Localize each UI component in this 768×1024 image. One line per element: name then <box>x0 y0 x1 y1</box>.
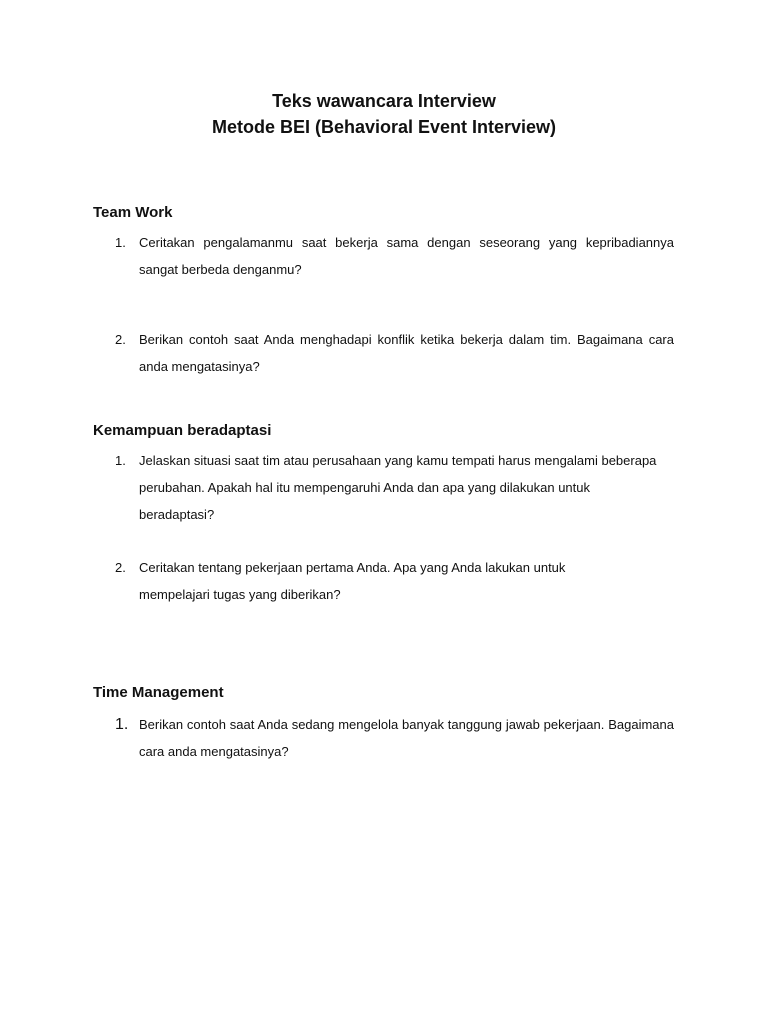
list-item-text: Ceritakan pengalamanmu saat bekerja sama dengan seseorang yang kepribadiannya sangat berbeda denganmu? <box>139 235 674 277</box>
list-item-number: 1. <box>115 716 129 733</box>
list-item-text: Berikan contoh saat Anda menghadapi konflik ketika bekerja dalam tim. Bagaimana cara anda mengatasinya? <box>139 332 674 374</box>
list-item-text: Ceritakan tentang pekerjaan pertama Anda. Apa yang Anda lakukan untuk mempelajari tugas yang diberikan? <box>139 560 566 602</box>
section-heading-time-management: Time Management <box>93 684 224 701</box>
document-title <box>0 88 768 140</box>
list-item <box>115 447 674 528</box>
list-item <box>115 326 674 380</box>
section-heading-kemampuan-beradaptasi: Kemampuan beradaptasi <box>93 422 272 439</box>
list-item-number: 1. <box>115 235 126 250</box>
list-item <box>115 554 674 608</box>
list-item-number: 2. <box>115 560 126 575</box>
list-item <box>115 711 674 765</box>
title-line-2: Metode BEI (Behavioral Event Interview) <box>211 117 557 137</box>
list-item-text: Berikan contoh saat Anda sedang mengelola banyak tanggung jawab pekerjaan. Bagaimana cara anda mengatasinya? <box>139 717 674 759</box>
list-item-text: Jelaskan situasi saat tim atau perusahaan yang kamu tempati harus mengalami beberapa perubahan. Apakah hal itu mempengaruhi Anda dan apa yang dilakukan untuk beradaptasi? <box>139 453 657 522</box>
section-heading-team-work: Team Work <box>93 204 173 221</box>
list-item <box>115 229 674 283</box>
list-item-number: 1. <box>115 453 126 468</box>
list-item-number: 2. <box>115 332 126 347</box>
title-line-1: Teks wawancara Interview <box>272 91 496 111</box>
